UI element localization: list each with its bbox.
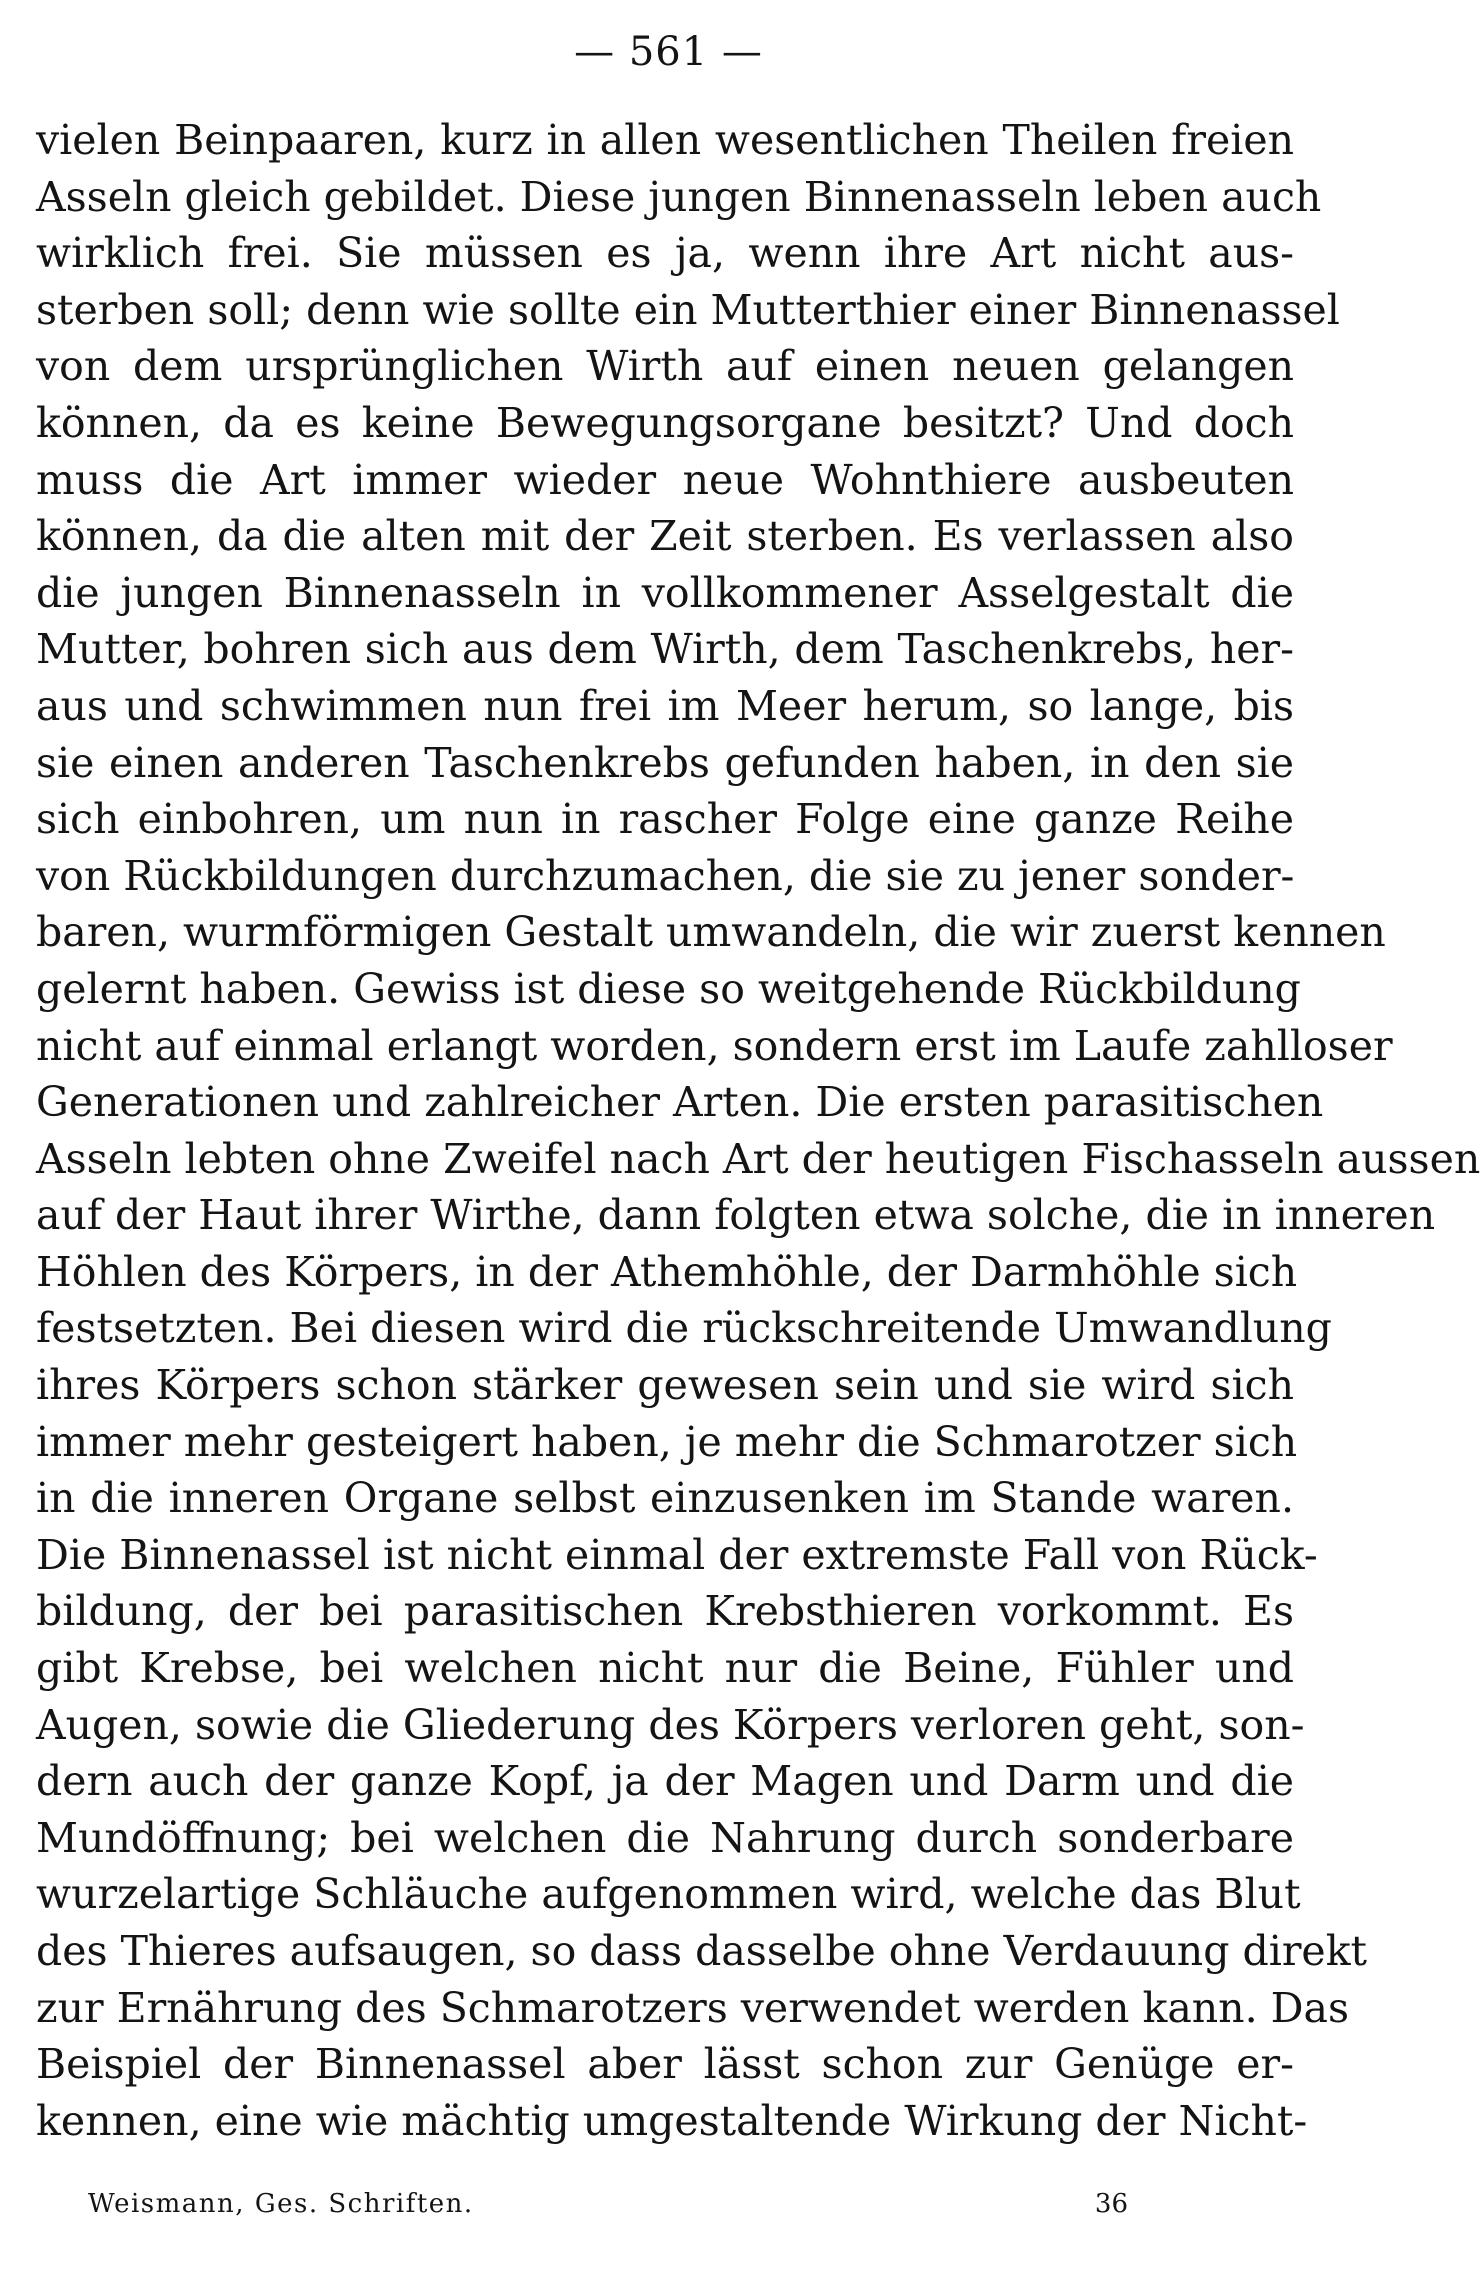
text-line: Asseln lebten ohne Zweifel nach Art der heutigen Fischasseln aussen bbox=[36, 1134, 1480, 1183]
text-line: festsetzten. Bei diesen wird die rückschreitende Umwandlung bbox=[36, 1304, 1332, 1353]
text-line: sterben soll; denn wie sollte ein Mutterthier einer Binnenassel bbox=[36, 285, 1340, 334]
text-line: von Rückbildungen durchzumachen, die sie zu jener sonder- bbox=[36, 851, 1295, 900]
text-line: Mutter, bohren sich aus dem Wirth, dem Taschenkrebs, her- bbox=[36, 625, 1294, 674]
text-line: bildung, der bei parasitischen Krebsthieren vorkommt. Es bbox=[36, 1587, 1294, 1636]
text-line: aus und schwimmen nun frei im Meer herum, so lange, bis bbox=[36, 681, 1294, 730]
text-line: die jungen Binnenasseln in vollkommener Asselgestalt die bbox=[36, 568, 1294, 617]
text-line: immer mehr gesteigert haben, je mehr die Schmarotzer sich bbox=[36, 1417, 1298, 1466]
text-line: Höhlen des Körpers, in der Athemhöhle, der Darmhöhle sich bbox=[36, 1247, 1298, 1296]
text-line: sich einbohren, um nun in rascher Folge eine ganze Reihe bbox=[36, 795, 1294, 844]
text-line: Asseln gleich gebildet. Diese jungen Binnenasseln leben auch bbox=[36, 172, 1322, 221]
source-note: Weismann, Ges. Schriften. bbox=[88, 2189, 474, 2219]
text-line: kennen, eine wie mächtig umgestaltende Wirkung der Nicht- bbox=[36, 2096, 1308, 2145]
page-number: — 561 — bbox=[574, 29, 763, 75]
text-line: vielen Beinpaaren, kurz in allen wesentlichen Theilen freien bbox=[36, 116, 1294, 164]
text-line: Augen, sowie die Gliederung des Körpers verloren geht, son- bbox=[36, 1700, 1305, 1749]
text-line: gibt Krebse, bei welchen nicht nur die Beine, Fühler und bbox=[36, 1644, 1294, 1693]
text-line: in die inneren Organe selbst einzusenken im Stande waren. bbox=[36, 1474, 1294, 1523]
text-line: muss die Art immer wieder neue Wohnthiere ausbeuten bbox=[36, 455, 1294, 504]
body-text bbox=[36, 112, 1480, 2149]
text-line: wurzelartige Schläuche aufgenommen wird, welche das Blut bbox=[36, 1870, 1301, 1919]
text-line: wirklich frei. Sie müssen es ja, wenn ihre Art nicht aus- bbox=[36, 229, 1294, 278]
text-line: dern auch der ganze Kopf, ja der Magen und Darm und die bbox=[36, 1757, 1294, 1806]
text-line: auf der Haut ihrer Wirthe, dann folgten etwa solche, die in inneren bbox=[36, 1191, 1436, 1240]
text-line: gelernt haben. Gewiss ist diese so weitgehende Rückbildung bbox=[36, 964, 1301, 1013]
text-line: Die Binnenassel ist nicht einmal der extremste Fall von Rück- bbox=[36, 1530, 1318, 1579]
text-line: Mundöffnung; bei welchen die Nahrung durch sonderbare bbox=[36, 1813, 1294, 1862]
text-line: nicht auf einmal erlangt worden, sondern erst im Laufe zahlloser bbox=[36, 1021, 1393, 1070]
text-line: von dem ursprünglichen Wirth auf einen neuen gelangen bbox=[36, 342, 1294, 391]
page-footer bbox=[88, 2184, 1128, 2224]
text-line: Generationen und zahlreicher Arten. Die ersten parasitischen bbox=[36, 1078, 1324, 1127]
text-line: Beispiel der Binnenassel aber lässt schon zur Genüge er- bbox=[36, 2040, 1294, 2089]
text-line: zur Ernährung des Schmarotzers verwendet werden kann. Das bbox=[36, 1983, 1350, 2032]
text-line: ihres Körpers schon stärker gewesen sein und sie wird sich bbox=[36, 1361, 1294, 1410]
text-line: des Thieres aufsaugen, so dass dasselbe ohne Verdauung direkt bbox=[36, 1927, 1368, 1975]
text-line: können, da die alten mit der Zeit sterben. Es verlassen also bbox=[36, 512, 1294, 561]
text-line: können, da es keine Bewegungsorgane besitzt? Und doch bbox=[36, 398, 1294, 447]
text-line: baren, wurmförmigen Gestalt umwandeln, die wir zuerst kennen bbox=[36, 908, 1386, 957]
printer-signature: 36 bbox=[1094, 2189, 1128, 2219]
text-line: sie einen anderen Taschenkrebs gefunden haben, in den sie bbox=[36, 738, 1294, 787]
